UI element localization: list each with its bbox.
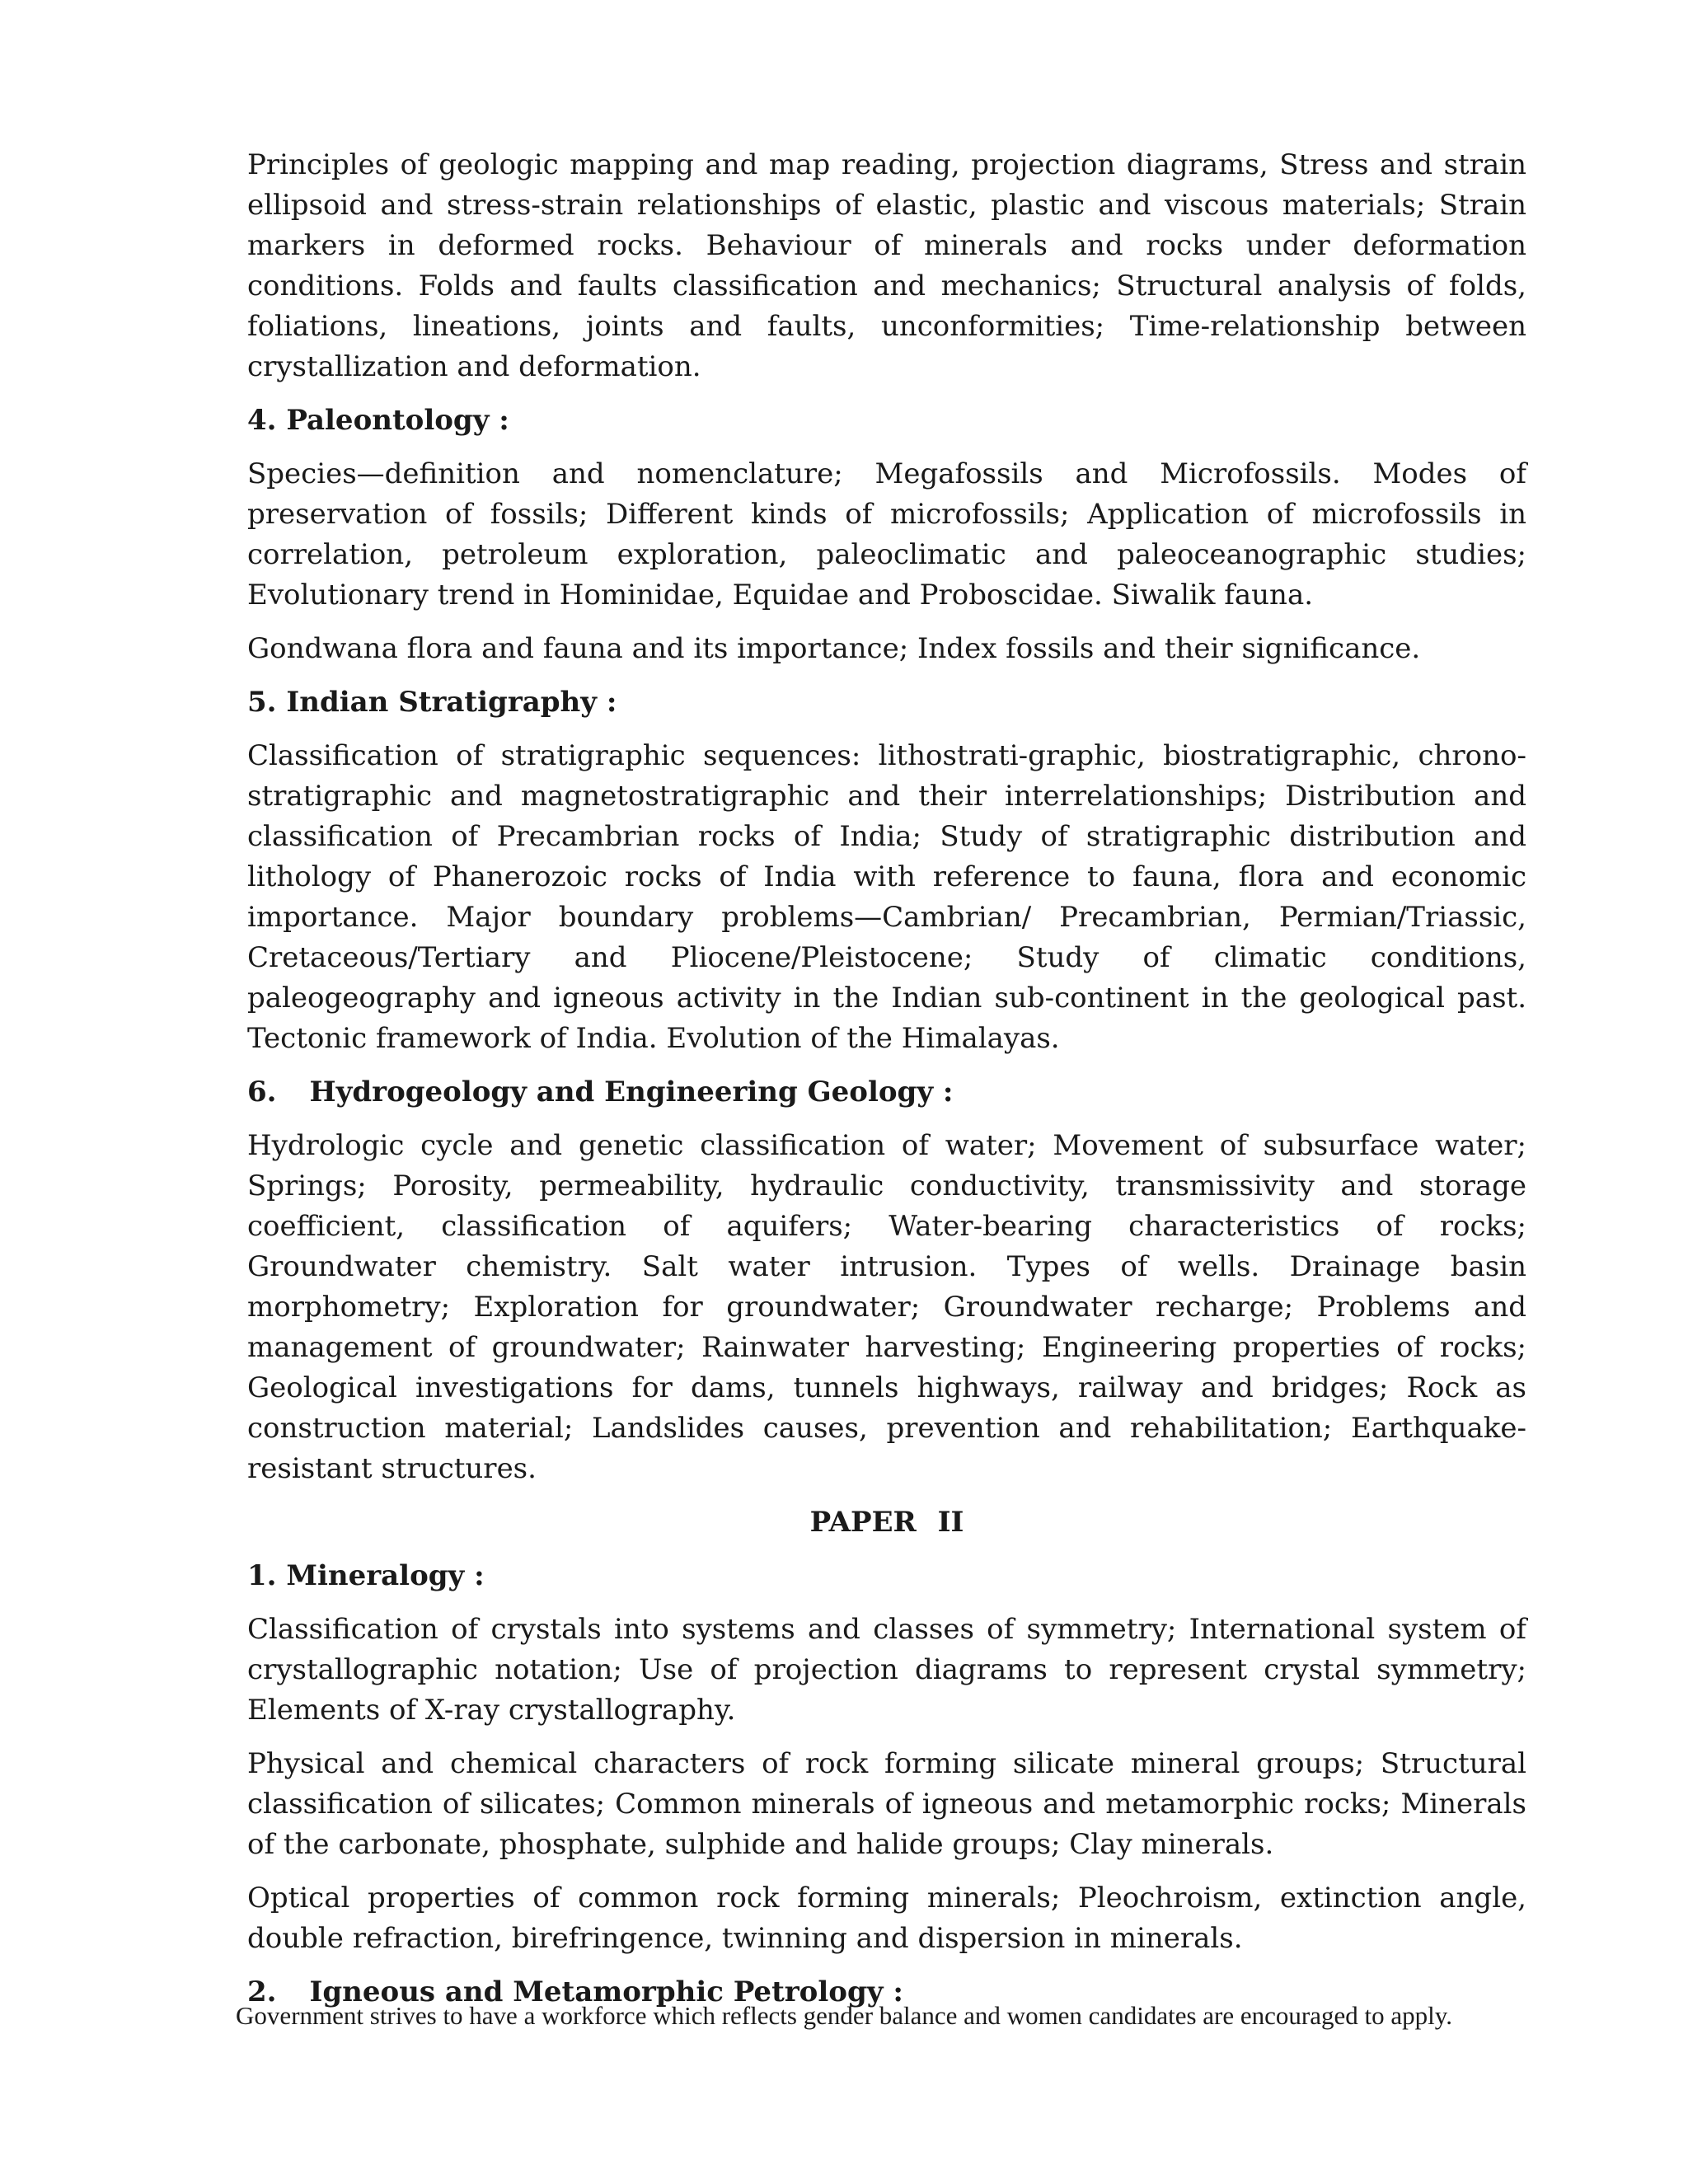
paleontology-paragraph-1: Species—definition and nomenclature; Megafossils and Microfossils. Modes of preservation of fossils; Different kinds of microfossils; Application of microfossils in correlation, petroleum exploration, paleoclimatic and paleoceanographic studies; Evolutionary trend in Hominidae, Equidae and Proboscidae. Siwalik fauna. [247,457,1526,612]
hydrogeology-paragraph: Hydrologic cycle and genetic classification of water; Movement of subsurface water; Springs; Porosity, permeability, hydraulic conductivity, transmissivity and storage coefficient, classification of aquifers; Water-bearing characteristics of rocks; Groundwater chemistry. Salt water intrusion. Types of wells. Drainage basin morphometry; Exploration for groundwater; Groundwater recharge; Problems and management of groundwater; Rainwater harvesting; Engineering properties of rocks; Geological investigations for dams, tunnels highways, railway and bridges; Rock as construction material; Landslides causes, prevention and rehabilitation; Earthquake-resistant structures. [247,1129,1526,1485]
section-heading-hydrogeology [247,1072,1526,1113]
paper-title: PAPER II [809,1506,964,1539]
stratigraphy-paragraph: Classification of stratigraphic sequences: lithostrati-graphic, biostratigraphic, chrono-stratigraphic and magnetostratigraphic and their interrelationships; Distribution and classification of Precambrian rocks of India; Study of stratigraphic distribution and lithology of Phanerozoic rocks of India with reference to fauna, flora and economic importance. Major boundary problems—Cambrian/ Precambrian, Permian/Triassic, Cretaceous/Tertiary and Pliocene/Pleistocene; Study of climatic conditions, paleogeography and igneous activity in the Indian sub-continent in the geological past. Tectonic framework of India. Evolution of the Himalayas. [247,739,1526,1055]
paleontology-paragraph-2: Gondwana flora and fauna and its importance; Index fossils and their significance. [247,632,1421,665]
document-page [247,145,1526,2013]
section-heading-mineralogy: 1. Mineralogy : [247,1559,485,1592]
intro-paragraph: Principles of geologic mapping and map reading, projection diagrams, Stress and strain ellipsoid and stress-strain relationships of elastic, plastic and viscous materials; Strain markers in deformed rocks. Behaviour of minerals and rocks under deformation conditions. Folds and faults classification and mechanics; Structural analysis of folds, foliations, lineations, joints and faults, unconformities; Time-relationship between crystallization and deformation. [247,148,1526,383]
mineralogy-paragraph-3: Optical properties of common rock forming minerals; Pleochroism, extinction angle, double refraction, birefringence, twinning and dispersion in minerals. [247,1882,1526,1955]
section-heading-indian-stratigraphy: 5. Indian Stratigraphy : [247,686,617,719]
heading-number: 6. [247,1076,277,1108]
mineralogy-paragraph-1: Classification of crystals into systems and classes of symmetry; International system of crystallographic notation; Use of projection diagrams to represent crystal symmetry; Elements of X-ray crystallography. [247,1613,1526,1727]
heading-number: 2. [247,1975,277,2008]
mineralogy-paragraph-2: Physical and chemical characters of rock forming silicate mineral groups; Structural classification of silicates; Common minerals of igneous and metamorphic rocks; Minerals of the carbonate, phosphate, sulphide and halide groups; Clay minerals. [247,1747,1526,1861]
footer-note: Government strives to have a workforce which reflects gender balance and women candidates are encouraged to apply. [236,2001,1452,2030]
heading-text: Hydrogeology and Engineering Geology : [309,1076,954,1108]
section-heading-paleontology: 4. Paleontology : [247,404,509,437]
heading-text: Igneous and Metamorphic Petrology : [309,1975,903,2008]
